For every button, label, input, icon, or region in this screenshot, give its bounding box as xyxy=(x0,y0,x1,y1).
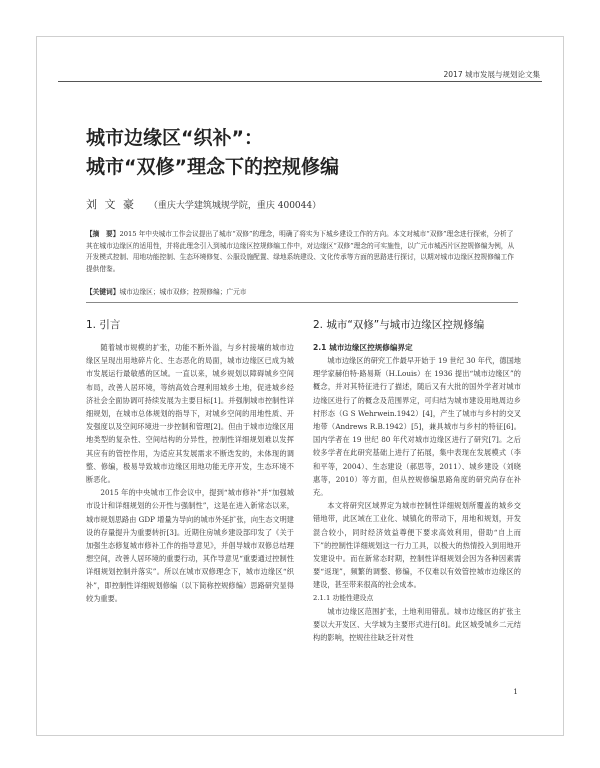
running-header: 2017 城市发展与规划论文集 xyxy=(443,70,540,79)
subsubsection-heading: 2.1.1 功能性建设点 xyxy=(313,593,374,602)
abstract-label: 【摘 要】 xyxy=(86,230,120,238)
section-heading-intro: 1. 引言 xyxy=(86,319,121,331)
right-column xyxy=(313,318,521,644)
abstract-rule xyxy=(86,302,518,303)
abstract xyxy=(86,229,518,275)
keywords xyxy=(86,286,518,296)
paper-title xyxy=(86,124,339,182)
keywords-text: 城市边缘区；城市双修；控规修编；广元市 xyxy=(119,288,247,296)
title-line-1: 城市边缘区“织补”： xyxy=(86,127,263,149)
keywords-label: 【关键词】 xyxy=(86,288,120,296)
subsection-heading: 2.1 城市边缘区控规修编界定 xyxy=(313,343,413,352)
paragraph: 城市边缘区的研究工作最早开始于 19 世纪 30 年代，德国地理学家赫伯特·路易斯（H.Louis）在 1936 提出“城市边缘区”的概念，并对其特征进行了描述，随后又有大批的国外学者对城市边缘区进行了的概念及范围界定，可归结为城市建设用地周边乡村形态（G S Wehrwein.1942）[4]，产生了城市与乡村的交叉地带（Andrews R.B.1942）[5]，兼具城市与乡村的特征[6]。国内学者在 19 世纪 80 年代对城市边缘区进行了研究[7]。之后较多学者在此研究基础上进行了拓展，集中表现在发展模式（李和平等，2004）、生态建设（郝思等，2011）、城乡建设（刘晓惠等，2010）等方面，但从控规修编思路角度的研究尚存在补充。 xyxy=(313,356,521,498)
paragraph: 2015 年的中央城市工作会议中，提到“城市修补”并“加强城市设计和详细规划的公开性与强制性”，这是在进入新常态以来，城市规划思路由 GDP 增量为导向的城市外延扩张，向生态文明建设的存量提升为重要转折[3]。近期住房城乡建设部印发了《关于加强生态修复城市修补工作的指导意见》，并倡导城市双修总结理想空间，改善人居环境的重要行动，其作导意见“重要通过控制性详细规划控制并落实”。所以在城市双修理念下，城市边缘区“织补”，即控制性详细规划修编（以下简称控规修编）思路研究显得较为重要。 xyxy=(86,488,294,603)
page-number: 1 xyxy=(513,687,518,696)
title-line-2: 城市“双修”理念下的控规修编 xyxy=(86,156,339,178)
paragraph: 城市边缘区范围扩张，土地利用错乱。城市边缘区的扩张主要以大开发区、大学城为主要形式进行[8]。此区城受城乡二元结构的影响，控规往往缺乏针对性 xyxy=(313,606,521,643)
author-line xyxy=(86,196,321,212)
paragraph: 本文将研究区域界定为城市控制性详细规划所覆盖的城乡交错地带，此区域在工业化、城镇化的带动下，用地和规划，开发混合较小，同时经济效益尊便下要求高效利用，借助“自上而下”的控制性详细规划这一行力工具，以极大的热情投入到用地开发建设中。而在新常态时期，控制性详细规划会因为各种因素需要“返现”，频繁的调整、修编，不仅难以有效管控城市边缘区的建设，甚至带来很高的社会成本。 xyxy=(313,501,521,590)
section-heading-2: 2. 城市“双修”与城市边缘区控规修编 xyxy=(313,319,485,331)
author-name: 刘 文 豪 xyxy=(86,198,136,211)
header-rule xyxy=(58,81,542,82)
left-column xyxy=(86,318,294,605)
abstract-text: 2015 年中央城市工作会议提出了城市“双修”的理念，明确了将实为下城乡建设工作的方向。本文对城市“双修”理念进行探索，分析了其在城市边缘区的适用性，并将此理念引入到城市边缘区控规修编工作中，对边缘区“双修”理念的可实施性，以广元市城西片区控规修编为例，从开发模式控制、用地功能控制、生态环境修复、公服设施配置、绿地系统建设、文化传承等方面的思路进行探讨，以期对城市边缘区控规修编工作提供借鉴。 xyxy=(86,230,515,273)
author-affiliation: （重庆大学建筑城规学院，重庆 400044） xyxy=(148,201,322,211)
paragraph: 随着城市规模的扩张，功能不断外溢，与乡村接壤的城市边缘区呈现出用地碎片化、生态恶化的局面，城市边缘区已成为城市发展运行最敏感的区域。一直以来，城乡规划以障碍城乡空间布局，改善人居环境，等纳高效合理利用城乡土地，促进城乡经济社会全面协调可持续发展为主要目标[1]。并强制城市控制性详细规划，在城市总体规划的指导下，对城乡空间的用地性质、开发强度以及空间环境进一步控制和管理[2]。但由于城市边缘区用地类型的复杂性、空间结构的分异性，控制性详细规划难以发挥其应有的管控作用，为适应其发展需求不断迭发的，未体现的调整、修编，极易导致城市边缘区用地功能无序开发，生态环境不断恶化。 xyxy=(86,343,294,485)
